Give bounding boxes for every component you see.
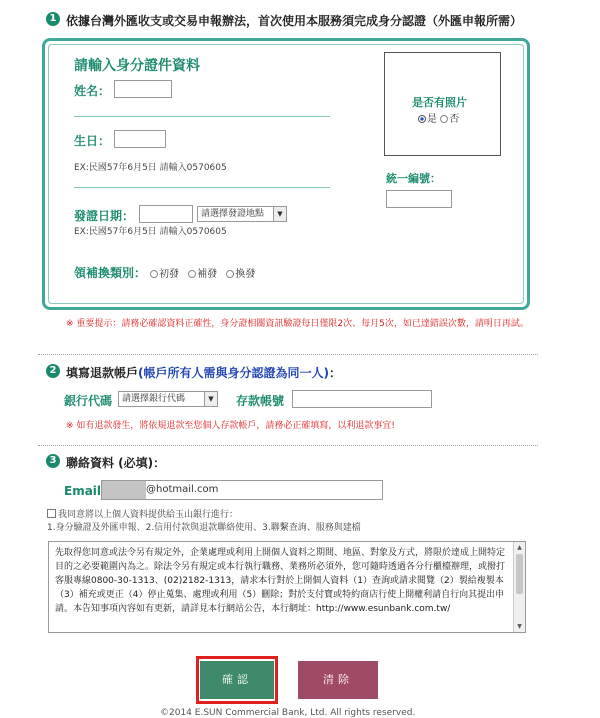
scroll-up-icon[interactable]: ▲ [517, 544, 522, 551]
type-radio-group [150, 265, 255, 280]
account-input[interactable] [292, 390, 432, 408]
bank-code-value: 請選擇銀行代碼 [122, 394, 186, 404]
panel-title: 請輸入身分證件資料 [74, 58, 200, 74]
section1-title: 依據台灣外匯收支或交易申報辦法，首次使用本服務須完成身分認證（外匯申報所需） [66, 14, 523, 28]
scroll-down-icon[interactable]: ▼ [517, 623, 522, 630]
photo-option-no[interactable]: 否 [440, 114, 459, 125]
email-label: Email [64, 484, 102, 498]
bank-code-select[interactable] [118, 391, 218, 407]
identity-warning: ※ 重要提示：請務必確認資料正確性，身分證相關資訊驗證每日僅限2次、每月5次，如已達錯誤次數，請明日再試。 [66, 319, 529, 329]
photo-radio-group [418, 110, 459, 125]
terms-text: 先取得您同意或法令另有規定外，企業處理或利用上開個人資料之期間、地區、對象及方式，將限於達成上開特定目的之必要範圍內為之。除法令另有規定或本行執行職務、業務所必須外，您可隨時透過各分行櫃檯辦理，或撥打客服專線0800-30-1313、(02)2182-1313，請求本行對於上開個人資料（1）查詢或請求閱覽（2）製給複製本（3）補充或更正（4）停止蒐集、處理或利用（5）刪除；對於支付寶或特約商店行使上開權利請自行向其提出申請。本告知事項內容如有更新，請詳見本行網站公告，本行網址：http://www.esunbank.com.tw/ [55, 548, 506, 614]
issue-place-select[interactable] [197, 206, 287, 222]
refund-warning: ※ 如有退款發生，將依規退款至您個人存款帳戶，請務必正確填寫，以利退款事宜! [66, 421, 396, 431]
type-option-initial[interactable]: 初發 [150, 269, 179, 280]
radio-icon[interactable] [440, 115, 448, 123]
name-label: 姓名： [74, 84, 111, 98]
email-input[interactable]: @hotmail.com [101, 480, 383, 500]
radio-icon[interactable] [188, 270, 196, 278]
birthday-input[interactable] [114, 130, 166, 148]
name-input[interactable] [114, 80, 172, 98]
issue-example: EX:民國57年6月5日 請輸入0570605 [74, 227, 227, 237]
divider [74, 187, 330, 188]
section-divider [38, 445, 538, 446]
step-3-badge: 3 [46, 454, 60, 468]
bank-code-label: 銀行代碼 [64, 394, 113, 408]
radio-icon[interactable] [150, 270, 158, 278]
section2-title: 填寫退款帳戶(帳戶所有人需與身分認證為同一人)： [66, 366, 342, 380]
confirm-button[interactable]: 確認 [200, 661, 274, 699]
chevron-down-icon: ▼ [204, 392, 217, 406]
terms-textarea[interactable] [48, 541, 526, 633]
section3-title: 聯絡資料 (必填)： [66, 456, 166, 470]
issue-date-input[interactable] [139, 205, 193, 223]
terms-scrollbar[interactable] [513, 542, 525, 632]
radio-selected-icon[interactable] [418, 115, 426, 123]
uniform-number-label: 統一編號： [386, 172, 441, 185]
uniform-number-input[interactable] [386, 190, 452, 208]
consent-text: 我同意將以上個人資料提供給玉山銀行進行： [58, 510, 239, 520]
photo-option-yes[interactable]: 是 [418, 114, 437, 125]
type-option-replacement[interactable]: 補發 [188, 269, 217, 280]
birthday-example: EX:民國57年6月5日 請輸入0570605 [74, 163, 227, 173]
scroll-thumb[interactable] [516, 554, 523, 594]
radio-icon[interactable] [226, 270, 234, 278]
consent-checkbox[interactable] [47, 509, 56, 518]
step-2-badge: 2 [46, 364, 60, 378]
type-label: 領補換類別： [74, 266, 147, 280]
section-divider [38, 354, 538, 355]
issue-date-label: 發證日期： [74, 209, 135, 223]
birthday-label: 生日： [74, 134, 111, 148]
type-option-renewal[interactable]: 換發 [226, 269, 255, 280]
account-label: 存款帳號 [236, 394, 285, 408]
divider [74, 116, 330, 117]
issue-place-value: 請選擇發證地點 [201, 209, 265, 219]
clear-button[interactable]: 清除 [298, 661, 378, 699]
footer-copyright: ©2014 E.SUN Commercial Bank, Ltd. All rights reserved. [160, 708, 416, 718]
step-1-badge: 1 [46, 12, 60, 26]
email-redacted [102, 481, 146, 499]
consent-purposes: 1.身分驗證及外匯申報、2.信用付款與退款聯絡使用、3.聯繫查詢、服務與建檔 [47, 523, 361, 533]
photo-label: 是否有照片 [412, 96, 467, 109]
chevron-down-icon: ▼ [273, 207, 286, 221]
